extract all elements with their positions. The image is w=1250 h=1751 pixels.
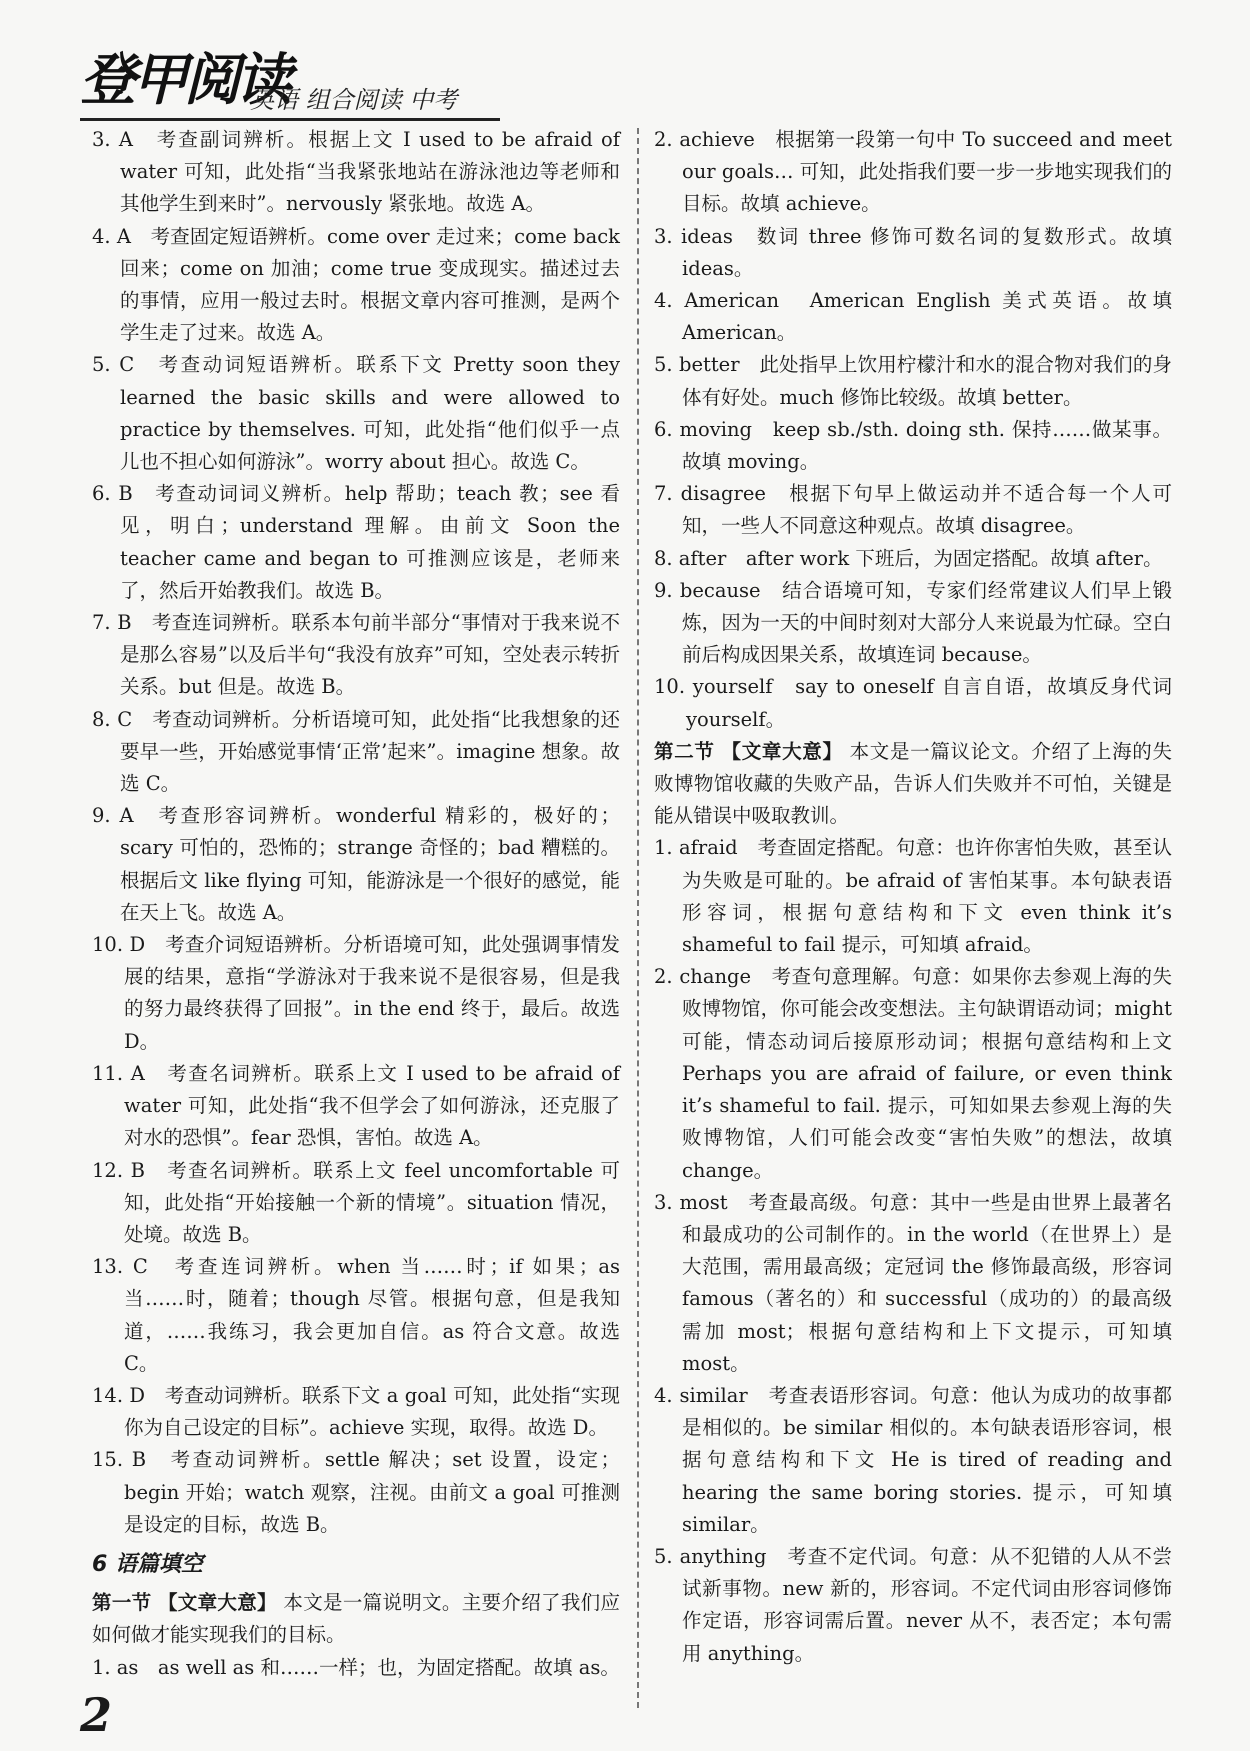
- summary-text: 本文是一篇议论文。介绍了上海的失败博物馆收藏的失败产品，告诉人们失败并不可怕，关键是能从错误中吸取教训。: [654, 739, 1172, 828]
- answer-item: 8. C 考查动词辨析。分析语境可知，此处指“比我想象的还要早一些，开始感觉事情‘正常’起来”。imagine 想象。故选 C。: [92, 707, 620, 796]
- left-column: [92, 124, 620, 1684]
- section-heading: 第二节: [654, 739, 715, 763]
- answer-item: 4. similar 考查表语形容词。句意：他认为成功的故事都是相似的。be similar 相似的。本句缺表语形容词，根据句意结构和下文 He is tired of reading and hearing the same boring stories. 提示，可知填 similar。: [654, 1383, 1172, 1536]
- header-rule: [80, 118, 500, 121]
- answer-item: 7. B 考查连词辨析。联系本句前半部分“事情对于我来说不是那么容易”以及后半句“我没有放弃”可知，空处表示转折关系。but 但是。故选 B。: [92, 611, 620, 699]
- column-divider: [637, 128, 639, 1708]
- answer-item: 2. change 考查句意理解。句意：如果你去参观上海的失败博物馆，你可能会改变想法。主句缺谓语动词；might 可能，情态动词后接原形动词；根据句意结构和上文 Perhaps you are afraid of failure, or even think it’s shameful to fail. 提示，可知如果去参观上海的失败博物馆，人们可能会改变“害怕失败”的想法，故填 change。: [654, 965, 1172, 1182]
- answer-item: 3. most 考查最高级。句意：其中一些是由世界上最著名和最成功的公司制作的。in the world（在世界上）是大范围，需用最高级；定冠词 the 修饰最高级，形容词 famous（著名的）和 successful（成功的）的最高级需加 most；根据句意结构和上下文提示，可知填 most。: [654, 1190, 1172, 1375]
- answer-item: 14. D 考查动词辨析。联系下文 a goal 可知，此处指“实现你为自己设定的目标”。achieve 实现，取得。故选 D。: [92, 1383, 620, 1440]
- answer-item: 15. B 考查动词辨析。settle 解决；set 设置，设定；begin 开始；watch 观察，注视。由前文 a goal 可推测是设定的目标，故选 B。: [92, 1448, 620, 1536]
- section-summary: [92, 1587, 620, 1651]
- answer-item: 9. because 结合语境可知，专家们经常建议人们早上锻炼，因为一天的中间时刻对大部分人来说最为忙碌。空白前后构成因果关系，故填连词 because。: [654, 578, 1172, 667]
- answer-item: 13. C 考查连词辨析。when 当……时；if 如果；as 当……时，随着；though 尽管。根据句意，但是我知道，……我练习，我会更加自信。as 符合文意。故选 C。: [92, 1255, 620, 1375]
- answer-item: 11. A 考查名词辨析。联系上文 I used to be afraid of water 可知，此处指“我不但学会了如何游泳，还克服了对水的恐惧”。fear 恐惧，害怕。故选 A。: [92, 1061, 620, 1150]
- answer-item: 9. A 考查形容词辨析。wonderful 精彩的，极好的；scary 可怕的，恐怖的；strange 奇怪的；bad 糟糕的。根据后文 like flying 可知，能游泳是一个很好的感觉，能在天上飞。故选 A。: [92, 804, 620, 924]
- summary-tag: 【文章大意】: [721, 739, 843, 763]
- answer-item: 1. as as well as 和……一样；也，为固定搭配。故填 as。: [92, 1655, 620, 1679]
- answer-item: 10. yourself say to oneself 自言自语，故填反身代词 yourself。: [654, 675, 1172, 731]
- answer-item: 7. disagree 根据下句早上做运动并不适合每一个人可知，一些人不同意这种观点。故填 disagree。: [654, 482, 1172, 538]
- section-summary: [654, 736, 1172, 833]
- series-logo: 登甲阅读: [80, 47, 288, 113]
- book-subtitle: 英语 组合阅读 中考: [250, 86, 458, 114]
- answer-item: 5. better 此处指早上饮用柠檬汁和水的混合物对我们的身体有好处。much 修饰比较级。故填 better。: [654, 353, 1172, 409]
- summary-text: 本文是一篇说明文。主要介绍了我们应如何做才能实现我们的目标。: [92, 1591, 620, 1647]
- answer-item: 3. A 考查副词辨析。根据上文 I used to be afraid of water 可知，此处指“当我紧张地站在游泳池边等老师和其他学生到来时”。nervously 紧张地。故选 A。: [92, 128, 620, 216]
- answer-item: 6. moving keep sb./sth. doing sth. 保持……做某事。故填 moving。: [654, 417, 1172, 474]
- answer-item: 12. B 考查名词辨析。联系上文 feel uncomfortable 可知，此处指“开始接触一个新的情境”。situation 情况，处境。故选 B。: [92, 1158, 620, 1246]
- answer-item: 8. after after work 下班后，为固定搭配。故填 after。: [654, 546, 1163, 570]
- section-heading: 第一节: [92, 1591, 152, 1615]
- answer-item: 10. D 考查介词短语辨析。分析语境可知，此处强调事情发展的结果，意指“学游泳对于我来说不是很容易，但是我的努力最终获得了回报”。in the end 终于，最后。故选 D。: [92, 933, 620, 1053]
- page-number: 2: [80, 1688, 113, 1742]
- answer-item: 4. American American English 美式英语。故填 American。: [654, 289, 1172, 345]
- answer-item: 5. anything 考查不定代词。句意：从不犯错的人从不尝试新事物。new 新的，形容词。不定代词由形容词修饰作定语，形容词需后置。never 从不，表否定；本句需用 anything。: [654, 1544, 1172, 1665]
- answer-item: 2. achieve 根据第一段第一句中 To succeed and meet our goals… 可知，此处指我们要一步一步地实现我们的目标。故填 achieve。: [654, 128, 1172, 216]
- page-header: [80, 18, 980, 118]
- right-column: [654, 124, 1172, 1670]
- answer-item: 3. ideas 数词 three 修饰可数名词的复数形式。故填 ideas。: [654, 224, 1172, 280]
- section-title: 6 语篇填空: [92, 1551, 203, 1577]
- answer-item: 6. B 考查动词词义辨析。help 帮助；teach 教；see 看见，明白；understand 理解。由前文 Soon the teacher came and began to 可推测应该是，老师来了，然后开始教我们。故选 B。: [92, 482, 620, 602]
- answer-item: 4. A 考查固定短语辨析。come over 走过来；come back 回来；come on 加油；come true 变成现实。描述过去的事情，应用一般过去时。根据文章内容可推测，是两个学生走了过来。故选 A。: [92, 224, 620, 345]
- summary-tag: 【文章大意】: [157, 1591, 277, 1615]
- answer-item: 1. afraid 考查固定搭配。句意：也许你害怕失败，甚至认为失败是可耻的。be afraid of 害怕某事。本句缺表语形容词，根据句意结构和下文 even think it’s shameful to fail 提示，可知填 afraid。: [654, 836, 1172, 957]
- answer-item: 5. C 考查动词短语辨析。联系下文 Pretty soon they learned the basic skills and were allowed to practice by themselves. 可知，此处指“他们似乎一点儿也不担心如何游泳”。worry about 担心。故选 C。: [92, 353, 620, 474]
